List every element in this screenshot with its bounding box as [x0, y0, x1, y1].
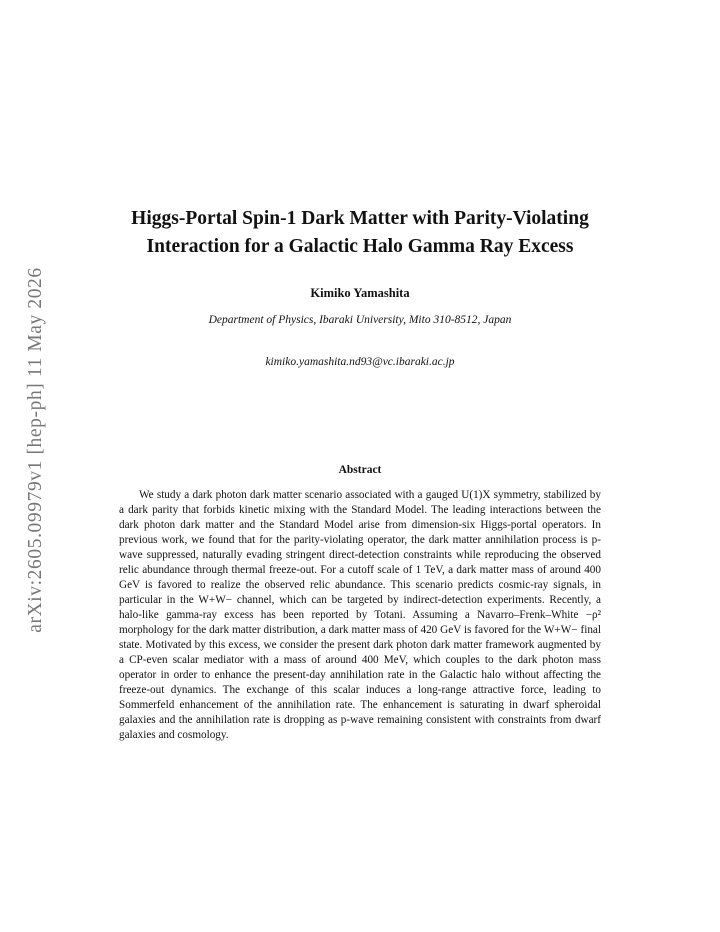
arxiv-identifier: arXiv:2605.09979v1 [hep-ph] 11 May 2026 — [25, 267, 46, 633]
author-name: Kimiko Yamashita — [310, 286, 410, 300]
abstract-heading: Abstract — [338, 464, 382, 476]
title-line-1: Higgs-Portal Spin-1 Dark Matter with Parity-Violating — [131, 208, 589, 229]
paper-title — [70, 205, 650, 261]
author-affiliation: Department of Physics, Ibaraki University, Mito 310-8512, Japan — [208, 314, 512, 326]
title-line-2: Interaction for a Galactic Halo Gamma Ray Excess — [146, 236, 574, 257]
author-email: kimiko.yamashita.nd93@vc.ibaraki.ac.jp — [265, 356, 455, 368]
abstract-body: We study a dark photon dark matter scenario associated with a gauged U(1)X symmetry, stabilized by a dark parity that forbids kinetic mixing with the Standard Model. The leading interactions between the dark photon dark matter and the Standard Model arise from dimension-six Higgs-portal operators. In previous work, we found that for the parity-violating operator, the dark matter annihilation process is p-wave suppressed, naturally evading stringent direct-detection constraints while reproducing the observed relic abundance through thermal freeze-out. For a cutoff scale of 1 TeV, a dark matter mass of around 400 GeV is favored to realize the observed relic abundance. This scenario predicts cosmic-ray signals, in particular in the W+W− channel, which can be targeted by indirect-detection experiments. Recently, a halo-like gamma-ray excess has been reported by Totani. Assuming a Navarro–Frenk–White −ρ² morphology for the dark matter distribution, a dark matter mass of 420 GeV is favored for the W+W− final state. Motivated by this excess, we consider the present dark photon dark matter framework augmented by a CP-even scalar mediator with a mass of around 400 MeV, which couples to the dark photon mass operator in order to enhance the present-day annihilation rate in the Galactic halo without affecting the freeze-out dynamics. The exchange of this scalar induces a long-range attractive force, leading to Sommerfeld enhancement of the annihilation rate. The enhancement is saturating in dwarf spheroidal galaxies and the annihilation rate is dropping as p-wave remaining consistent with constraints from dwarf galaxies and cosmology. — [119, 489, 601, 741]
